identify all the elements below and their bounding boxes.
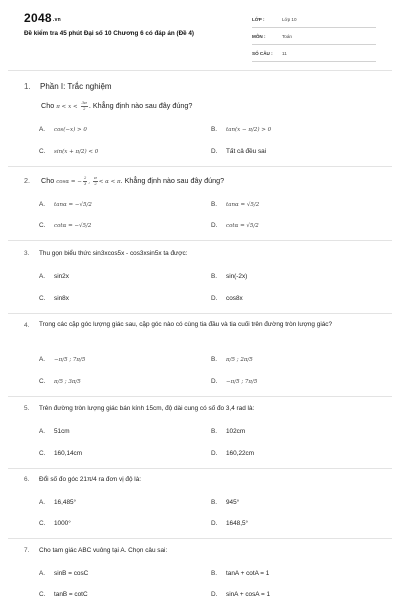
question-3-option-b[interactable]: B. sin(-2x) <box>211 273 248 280</box>
question-4-option-a[interactable]: A. −π/5 ; 7π/5 <box>39 356 86 363</box>
question-2-option-b[interactable]: B. tanα = √5/2 <box>211 201 260 208</box>
part-title: Phần I: Trắc nghiệm <box>40 82 112 91</box>
divider <box>8 396 392 397</box>
divider <box>8 240 392 241</box>
question-1: Cho π < x < $\frac{3\pi}{2}$ . Khẳng định nào sau đây đúng? <box>41 100 193 111</box>
meta-value: 11 <box>282 51 287 56</box>
question-7: 7. Cho tam giác ABC vuông tại A. Chọn câu sai: <box>24 547 168 554</box>
question-2-option-a[interactable]: A. tanα = −√5/2 <box>39 201 92 208</box>
question-2: 2. Cho cosα = − $\frac{2}{3}$ , $\frac{\pi}{2}$ < α < π. Khẳng định nào sau đây đúng? <box>24 175 225 186</box>
question-5: 5. Trên đường tròn lượng giác bán kính 15cm, độ dài cung có số đo 3,4 rad là: <box>24 405 255 412</box>
part-heading: 1. Phần I: Trắc nghiệm <box>24 82 112 91</box>
fraction: $\frac{\pi}{2}$ <box>94 175 97 186</box>
question-6-option-d[interactable]: D. 1648,5° <box>211 520 249 527</box>
question-3: 3. Thu gọn biểu thức sin3xcos5x - cos3xsin5x ta được: <box>24 250 188 257</box>
question-7-option-a[interactable]: A. sinB = cosC <box>39 570 89 577</box>
fraction: $\frac{3\pi}{2}$ <box>81 100 87 111</box>
document-title: Đề kiểm tra 45 phút Đại số 10 Chương 6 có đáp án (Đề 4) <box>24 30 194 37</box>
question-1-option-a[interactable]: A. cos(−x) > 0 <box>39 126 87 133</box>
fraction: $\frac{2}{3}$ <box>83 175 87 186</box>
question-5-option-b[interactable]: B. 102cm <box>211 428 246 435</box>
site-logo[interactable]: 2048.vn <box>24 11 62 25</box>
question-3-option-a[interactable]: A. sin2x <box>39 273 69 280</box>
question-4-option-d[interactable]: D. −π/5 ; 7π/5 <box>211 378 258 385</box>
question-6-option-c[interactable]: C. 1000° <box>39 520 71 527</box>
document-meta <box>252 14 376 65</box>
question-4-option-b[interactable]: B. π/5 ; 2π/5 <box>211 356 253 363</box>
meta-label: SỐ CÂU : <box>252 51 273 56</box>
question-5-option-d[interactable]: D. 160,22cm <box>211 450 255 457</box>
question-2-option-d[interactable]: D. cotα = √5/2 <box>211 222 259 229</box>
question-4-option-c[interactable]: C. π/5 ; 3π/5 <box>39 378 81 385</box>
meta-value: Lớp 10 <box>282 17 297 22</box>
divider <box>8 166 392 167</box>
question-1-option-c[interactable]: C. sin(x + π/2) < 0 <box>39 148 99 155</box>
document-header <box>0 0 400 66</box>
question-6-option-a[interactable]: A. 16,485° <box>39 499 77 506</box>
question-3-option-c[interactable]: C. sin8x <box>39 295 69 302</box>
question-1-option-b[interactable]: B. tan(x − π/2) > 0 <box>211 126 272 133</box>
question-6: 6. Đổi số đo góc 21π/4 ra đơn vị độ là: <box>24 476 142 483</box>
question-1-option-d[interactable]: D. Tất cả đều sai <box>211 148 267 155</box>
divider <box>8 538 392 539</box>
meta-label: MÔN : <box>252 34 266 39</box>
question-7-option-d[interactable]: D. sinA + cosA = 1 <box>211 591 271 598</box>
question-6-option-b[interactable]: B. 945° <box>211 499 240 506</box>
question-4-text: Trong các cặp góc lượng giác sau, cặp góc nào có cùng tia đầu và tia cuối trên đường tròn lượng giác? <box>39 321 333 328</box>
question-7-option-b[interactable]: B. tanA + cotA = 1 <box>211 570 270 577</box>
question-3-option-d[interactable]: D. cos8x <box>211 295 243 302</box>
question-2-option-c[interactable]: C. cotα = −√5/2 <box>39 222 92 229</box>
meta-class-row <box>252 14 376 28</box>
divider <box>8 313 392 314</box>
question-7-option-c[interactable]: C. tanB = cotC <box>39 591 88 598</box>
meta-subject-row <box>252 31 376 45</box>
divider <box>8 70 392 71</box>
question-5-option-c[interactable]: C. 160,14cm <box>39 450 83 457</box>
meta-label: LỚP : <box>252 17 265 22</box>
question-5-option-a[interactable]: A. 51cm <box>39 428 70 435</box>
meta-value: Toán <box>282 34 292 39</box>
meta-count-row <box>252 48 376 62</box>
question-4-number: 4. <box>24 322 30 329</box>
divider <box>8 468 392 469</box>
